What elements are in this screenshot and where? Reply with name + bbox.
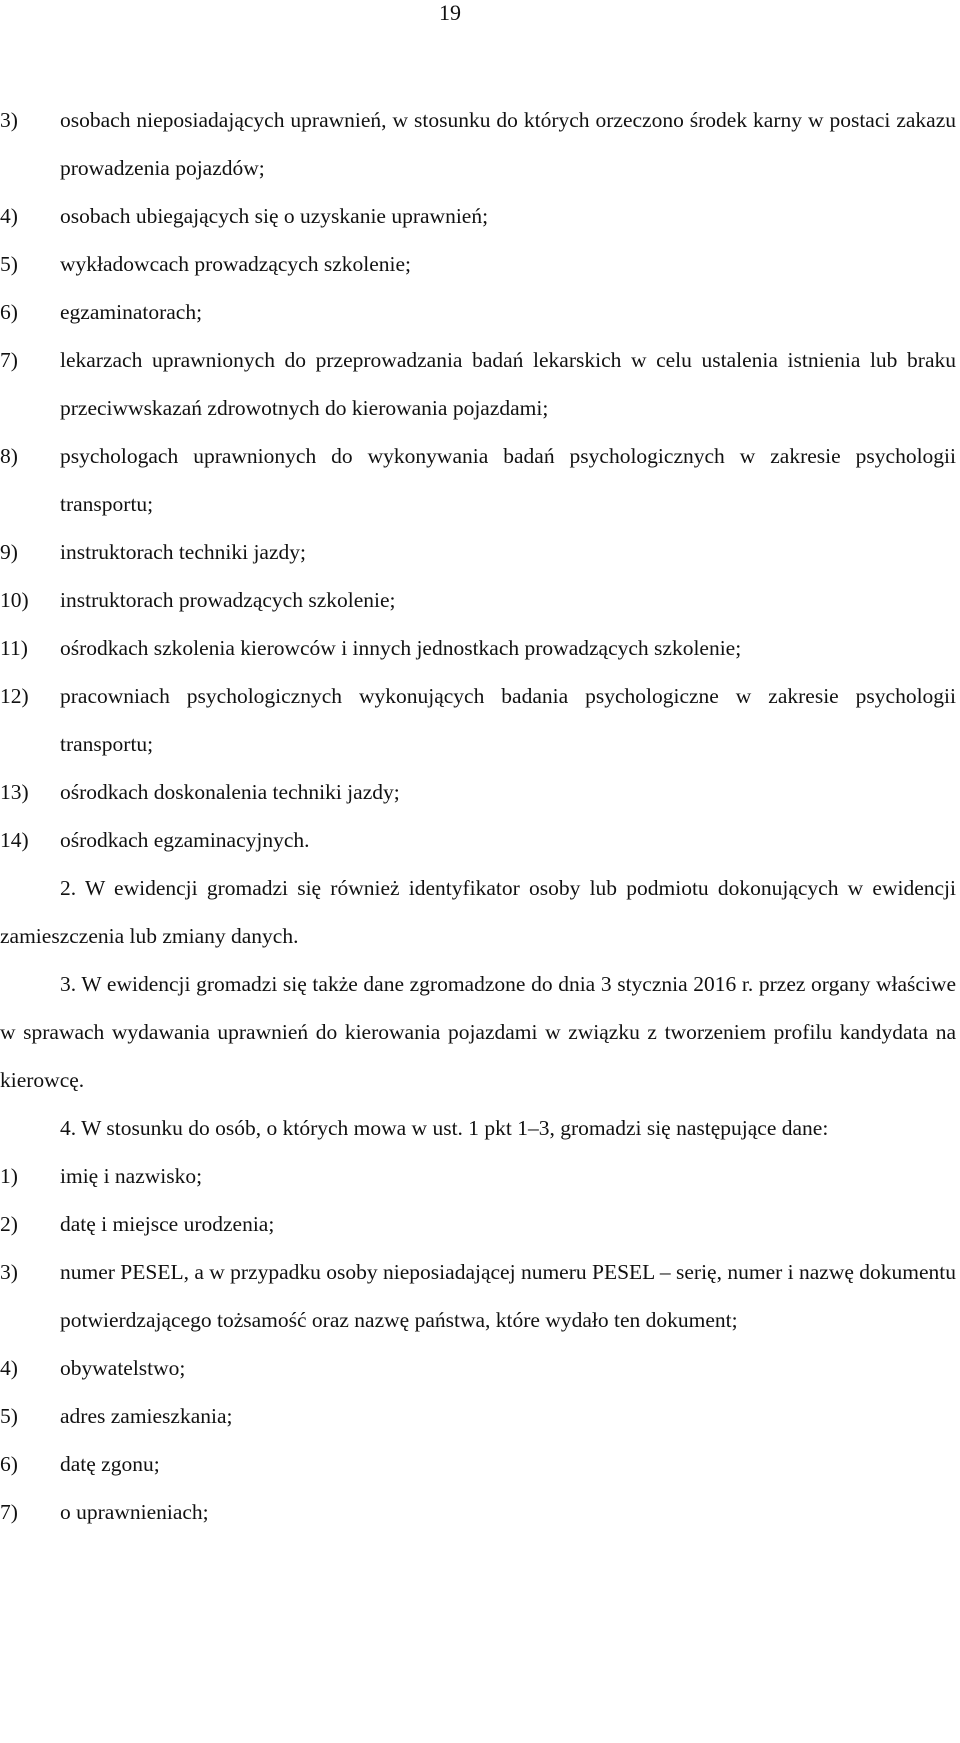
paragraph-3: 3. W ewidencji gromadzi się także dane zgromadzone do dnia 3 stycznia 2016 r. przez organy właściwe w sprawach wydawania uprawnień do kierowania pojazdami w związku z tworzeniem profilu kandydata na kierowcę.: [0, 972, 956, 1092]
list-item-text: lekarzach uprawnionych do przeprowadzania badań lekarskich w celu ustalenia istnienia lub braku przeciwwskazań zdrowotnych do kierowania pojazdami;: [60, 348, 956, 420]
list-item-text: ośrodkach doskonalenia techniki jazdy;: [60, 780, 400, 804]
list-item-number: 3): [0, 108, 18, 132]
list-item: [0, 1488, 956, 1536]
list-item-text: o uprawnieniach;: [60, 1500, 209, 1524]
list-item-number: 7): [0, 348, 18, 372]
list-item: [0, 624, 956, 672]
list-item-text: osobach nieposiadających uprawnień, w stosunku do których orzeczono środek karny w postaci zakazu prowadzenia pojazdów;: [60, 108, 956, 180]
paragraph-4: 4. W stosunku do osób, o których mowa w ust. 1 pkt 1–3, gromadzi się następujące dane:: [60, 1116, 829, 1140]
list-item: [0, 96, 956, 192]
list-item-text: numer PESEL, a w przypadku osoby nieposiadającej numeru PESEL – serię, numer i nazwę dokumentu potwierdzającego tożsamość oraz nazwę państwa, które wydało ten dokument;: [60, 1260, 957, 1332]
list-item-number: 9): [0, 540, 18, 564]
list-a: [0, 96, 956, 864]
list-item-text: ośrodkach szkolenia kierowców i innych jednostkach prowadzących szkolenie;: [60, 636, 742, 660]
list-item-text: datę zgonu;: [60, 1452, 160, 1476]
list-item: [0, 576, 956, 624]
list-item: [0, 288, 956, 336]
list-item-number: 2): [0, 1212, 18, 1236]
list-item-number: 11): [0, 636, 28, 660]
list-item-number: 1): [0, 1164, 18, 1188]
list-item-number: 8): [0, 444, 18, 468]
list-item-number: 4): [0, 1356, 18, 1380]
list-b: [0, 1152, 956, 1536]
list-item-number: 6): [0, 1452, 18, 1476]
list-item-number: 14): [0, 828, 29, 852]
list-item: [0, 816, 956, 864]
list-item-text: psychologach uprawnionych do wykonywania badań psychologicznych w zakresie psychologii transportu;: [60, 444, 956, 516]
list-item: [0, 192, 956, 240]
list-item-number: 5): [0, 1404, 18, 1428]
list-item: [0, 1440, 956, 1488]
document-body: [0, 96, 956, 1536]
list-item-number: 3): [0, 1260, 18, 1284]
list-item-number: 10): [0, 588, 29, 612]
list-item: [0, 1392, 956, 1440]
list-item-number: 12): [0, 684, 29, 708]
list-item-text: instruktorach prowadzących szkolenie;: [60, 588, 396, 612]
list-item: [0, 528, 956, 576]
list-item: [0, 1200, 956, 1248]
list-item: [0, 432, 956, 528]
list-item-text: instruktorach techniki jazdy;: [60, 540, 306, 564]
list-item-number: 13): [0, 780, 29, 804]
list-item-text: osobach ubiegających się o uzyskanie uprawnień;: [60, 204, 489, 228]
list-item-text: ośrodkach egzaminacyjnych.: [60, 828, 310, 852]
list-item-number: 7): [0, 1500, 18, 1524]
list-item: [0, 1344, 956, 1392]
list-item: [0, 1152, 956, 1200]
list-item-number: 4): [0, 204, 18, 228]
list-item: [0, 768, 956, 816]
list-item: [0, 672, 956, 768]
list-item-text: datę i miejsce urodzenia;: [60, 1212, 275, 1236]
page-number: 19: [439, 0, 461, 25]
list-item-text: imię i nazwisko;: [60, 1164, 203, 1188]
list-item-number: 6): [0, 300, 18, 324]
list-item: [0, 336, 956, 432]
list-item-text: adres zamieszkania;: [60, 1404, 233, 1428]
paragraph-2: 2. W ewidencji gromadzi się również identyfikator osoby lub podmiotu dokonujących w ewidencji zamieszczenia lub zmiany danych.: [0, 876, 956, 948]
list-item-text: pracowniach psychologicznych wykonujących badania psychologiczne w zakresie psychologii transportu;: [60, 684, 956, 756]
list-item: [0, 240, 956, 288]
list-item: [0, 1248, 956, 1344]
list-item-text: wykładowcach prowadzących szkolenie;: [60, 252, 412, 276]
list-item-text: egzaminatorach;: [60, 300, 203, 324]
list-item-text: obywatelstwo;: [60, 1356, 186, 1380]
list-item-number: 5): [0, 252, 18, 276]
